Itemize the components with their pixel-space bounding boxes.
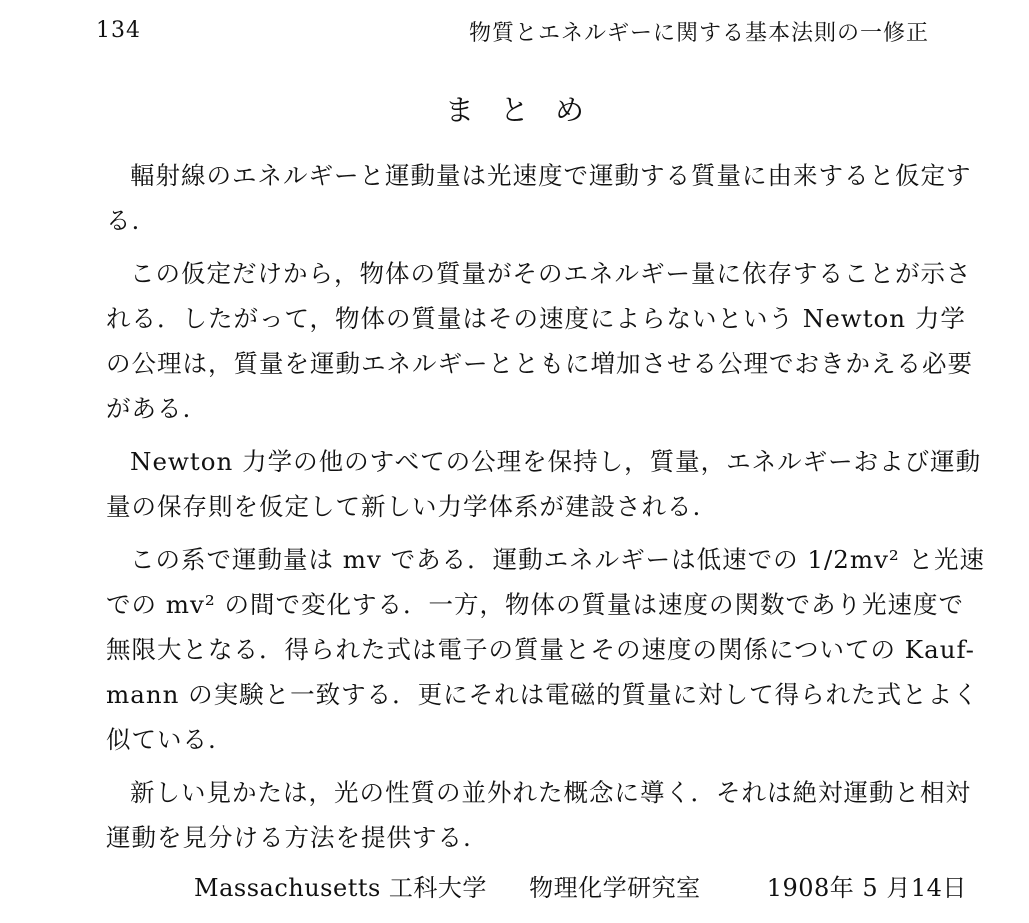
paragraph-5	[82, 770, 972, 860]
running-head: 物質とエネルギーに関する基本法則の一修正	[468, 21, 929, 46]
paragraph-line: での mv² の間で変化する．一方，物体の質量は速度の関数であり光速度で	[106, 590, 964, 619]
paragraph-2	[82, 251, 973, 431]
paragraph-4	[82, 537, 986, 762]
signature-date: 1908年 5 月14日	[766, 874, 967, 902]
paragraph-line: 無限大となる．得られた式は電子の質量とその速度の関係についての Kauf-	[106, 635, 975, 664]
page-number: 134	[96, 18, 141, 43]
paragraph-line: れる．したがって，物体の質量はその速度によらないという Newton 力学	[106, 304, 966, 333]
signature-institution: Massachusetts 工科大学	[194, 874, 487, 902]
paragraph-line: がある.	[106, 394, 192, 423]
paragraph-line: 量の保存則を仮定して新しい力学体系が建設される.	[106, 492, 702, 521]
paragraph-1	[82, 153, 972, 243]
paragraph-line: 運動を見分ける方法を提供する.	[106, 823, 472, 852]
paragraph-line: る.	[106, 206, 141, 235]
paragraph-line: Newton 力学の他のすべての公理を保持し，質量，エネルギーおよび運動	[130, 447, 982, 476]
paragraph-line: の公理は，質量を運動エネルギーとともに増加させる公理でおきかえる必要	[106, 349, 973, 378]
paragraph-line: 似ている.	[106, 725, 217, 754]
paragraph-line: この仮定だけから，物体の質量がそのエネルギー量に依存することが示さ	[130, 259, 972, 288]
section-title: まとめ	[444, 93, 610, 127]
paragraph-3	[82, 439, 982, 529]
paragraph-line: mann の実験と一致する．更にそれは電磁的質量に対して得られた式とよく	[106, 680, 979, 709]
signature-line	[194, 868, 967, 903]
paragraph-line: この系で運動量は mv である．運動エネルギーは低速での 1/2mv² と光速	[130, 545, 986, 574]
signature-department: 物理化学研究室	[529, 874, 701, 902]
paragraph-line: 輻射線のエネルギーと運動量は光速度で運動する質量に由来すると仮定す	[130, 161, 972, 190]
paragraph-line: 新しい見かたは，光の性質の並外れた概念に導く．それは絶対運動と相対	[130, 778, 972, 807]
summary-body	[82, 153, 986, 860]
